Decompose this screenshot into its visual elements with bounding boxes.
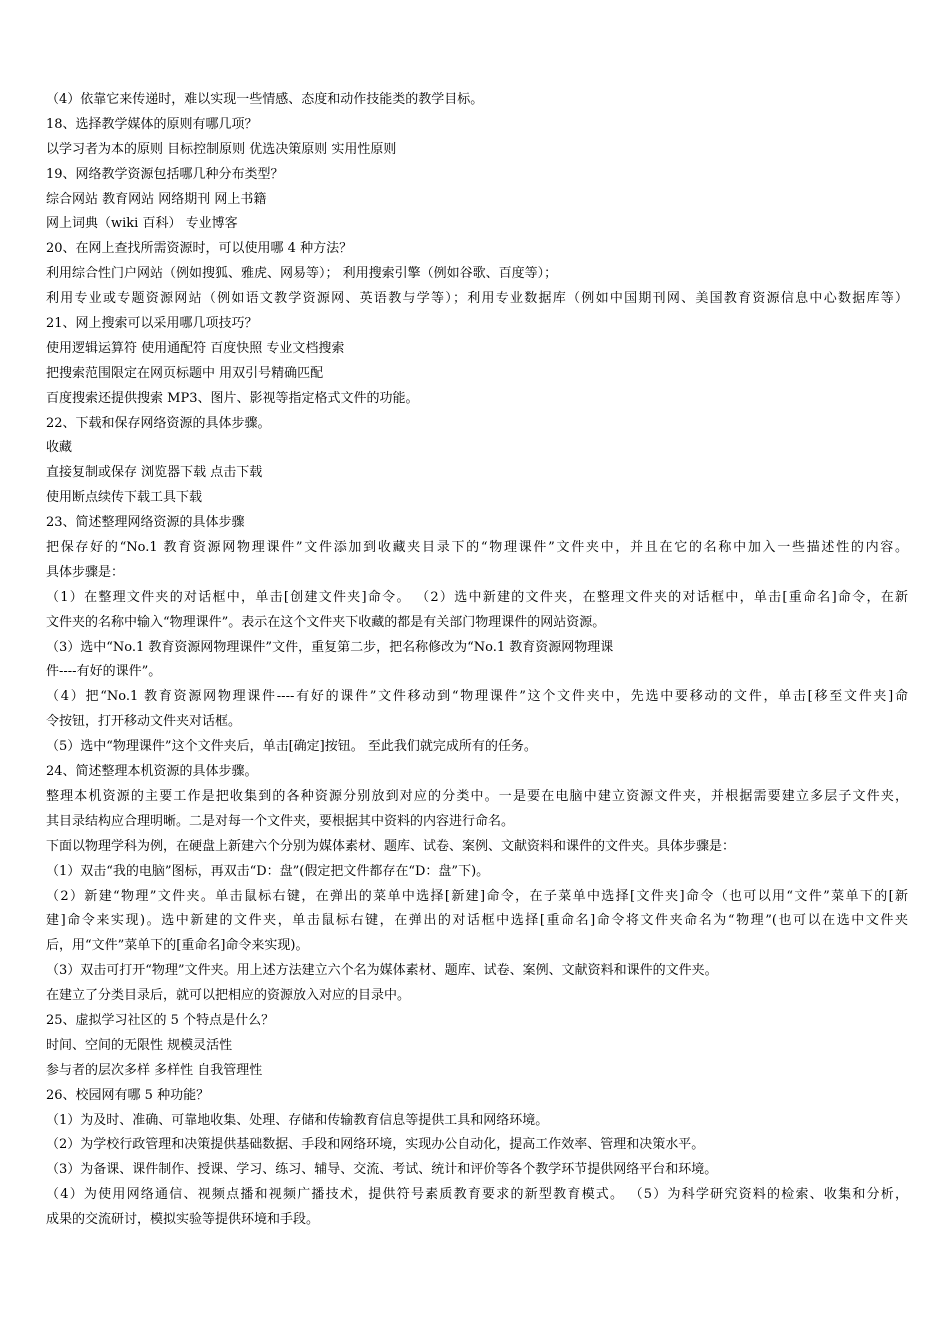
text-line: （1）双击“我的电脑”图标，再双击“D：盘”(假定把文件都存在“D：盘”下)。	[46, 863, 490, 879]
text-line: 使用逻辑运算符 使用通配符 百度快照 专业文档搜索	[46, 340, 345, 356]
text-line: 具体步骤是：	[46, 564, 125, 580]
text-line: （2）新建“物理”文件夹。单击鼠标右键，在弹出的菜单中选择[新建]命令，在子菜单中选择[文件夹]命令（也可以用“文件”菜单下的[新	[46, 888, 908, 904]
text-line: 利用综合性门户网站（例如搜狐、雅虎、网易等）； 利用搜索引擎（例如谷歌、百度等）；	[46, 266, 558, 282]
text-line: （5）选中“物理课件”这个文件夹后，单击[确定]按钮。 至此我们就完成所有的任务。	[46, 739, 537, 755]
text-line: 其目录结构应合理明晰。二是对每一个文件夹，要根据其中资料的内容进行命名。	[46, 813, 515, 829]
text-line: （4）为使用网络通信、视频点播和视频广播技术，提供符号素质教育要求的新型教育模式。 （5）为科学研究资料的检索、收集和分析，	[46, 1187, 908, 1203]
text-line: 把搜索范围限定在网页标题中 用双引号精确匹配	[46, 365, 324, 381]
text-line: （3）为备课、课件制作、授课、学习、练习、辅导、交流、考试、统计和评价等各个教学环节提供网络平台和环境。	[46, 1162, 718, 1178]
text-line: 网上词典（wiki 百科） 专业博客	[46, 216, 238, 232]
text-line: 整理本机资源的主要工作是把收集到的各种资源分别放到对应的分类中。一是要在电脑中建立资源文件夹，并根据需要建立多层子文件夹，	[46, 788, 908, 804]
text-line: 20、在网上查找所需资源时，可以使用哪 4 种方法？	[46, 241, 353, 257]
text-line: 24、简述整理本机资源的具体步骤。	[46, 764, 258, 780]
text-line: （1）在整理文件夹的对话框中，单击[创建文件夹]命令。 （2）选中新建的文件夹，在整理文件夹的对话框中，单击[重命名]命令，在新	[46, 589, 908, 605]
text-line: 成果的交流研讨，模拟实验等提供环境和手段。	[46, 1212, 320, 1228]
text-line: 23、简述整理网络资源的具体步骤	[46, 515, 245, 531]
document-page	[46, 88, 908, 1233]
text-line: 直接复制或保存 浏览器下载 点击下载	[46, 465, 263, 481]
text-line: 令按钮，打开移动文件夹对话框。	[46, 714, 242, 730]
text-line: （3）选中“No.1 教育资源网物理课件”文件，重复第二步，把名称修改为“No.1 教育资源网物理课	[46, 639, 614, 655]
text-line: （4）把“No.1 教育资源网物理课件----有好的课件”文件移动到“物理课件”这个文件夹中，先选中要移动的文件，单击[移至文件夹]命	[46, 689, 908, 705]
text-line: 利用专业或专题资源网站（例如语文教学资源网、英语教与学等）；利用专业数据库（例如中国期刊网、美国教育资源信息中心数据库等）	[46, 291, 908, 307]
text-line: 25、虚拟学习社区的 5 个特点是什么？	[46, 1012, 275, 1028]
text-line: 使用断点续传下载工具下载	[46, 490, 203, 506]
text-line: （3）双击可打开“物理”文件夹。用上述方法建立六个名为媒体素材、题库、试卷、案例、文献资料和课件的文件夹。	[46, 963, 718, 979]
text-line: 收藏	[46, 440, 73, 456]
text-line: 21、网上搜索可以采用哪几项技巧？	[46, 316, 258, 332]
text-line: 以学习者为本的原则 目标控制原则 优选决策原则 实用性原则	[46, 141, 397, 157]
text-line: 在建立了分类目录后，就可以把相应的资源放入对应的目录中。	[46, 988, 411, 1004]
text-line: 综合网站 教育网站 网络期刊 网上书籍	[46, 191, 267, 207]
text-line: 19、网络教学资源包括哪几种分布类型？	[46, 166, 284, 182]
text-line: 后，用“文件”菜单下的[重命名]命令来实现)。	[46, 938, 309, 954]
text-line: 百度搜索还提供搜索 MP3、图片、影视等指定格式文件的功能。	[46, 390, 419, 406]
text-line: 文件夹的名称中输入“物理课件”。表示在这个文件夹下收藏的都是有关部门物理课件的网站资源。	[46, 614, 606, 630]
text-line: 件----有好的课件”。	[46, 664, 162, 680]
text-line: 建]命令来实现)。选中新建的文件夹，单击鼠标右键，在弹出的对话框中选择[重命名]命令将文件夹命名为“物理”(也可以在选中文件夹	[46, 913, 908, 929]
text-line: 下面以物理学科为例，在硬盘上新建六个分别为媒体素材、题库、试卷、案例、文献资料和课件的文件夹。具体步骤是：	[46, 838, 736, 854]
text-line: 18、选择教学媒体的原则有哪几项？	[46, 116, 258, 132]
text-line: 时间、空间的无限性 规模灵活性	[46, 1037, 233, 1053]
text-line: （4）依靠它来传递时，难以实现一些情感、态度和动作技能类的教学目标。	[46, 92, 484, 107]
text-line: 26、校园网有哪 5 种功能？	[46, 1087, 210, 1103]
text-line: 22、下载和保存网络资源的具体步骤。	[46, 415, 271, 431]
text-line: 参与者的层次多样 多样性 自我管理性	[46, 1062, 263, 1078]
text-line: （2）为学校行政管理和决策提供基础数据、手段和网络环境，实现办公自动化，提高工作效率、管理和决策水平。	[46, 1137, 705, 1153]
text-line: 把保存好的“No.1 教育资源网物理课件”文件添加到收藏夹目录下的“物理课件”文件夹中，并且在它的名称中加入一些描述性的内容。	[46, 540, 908, 556]
text-line: （1）为及时、准确、可靠地收集、处理、存储和传输教育信息等提供工具和网络环境。	[46, 1112, 549, 1128]
